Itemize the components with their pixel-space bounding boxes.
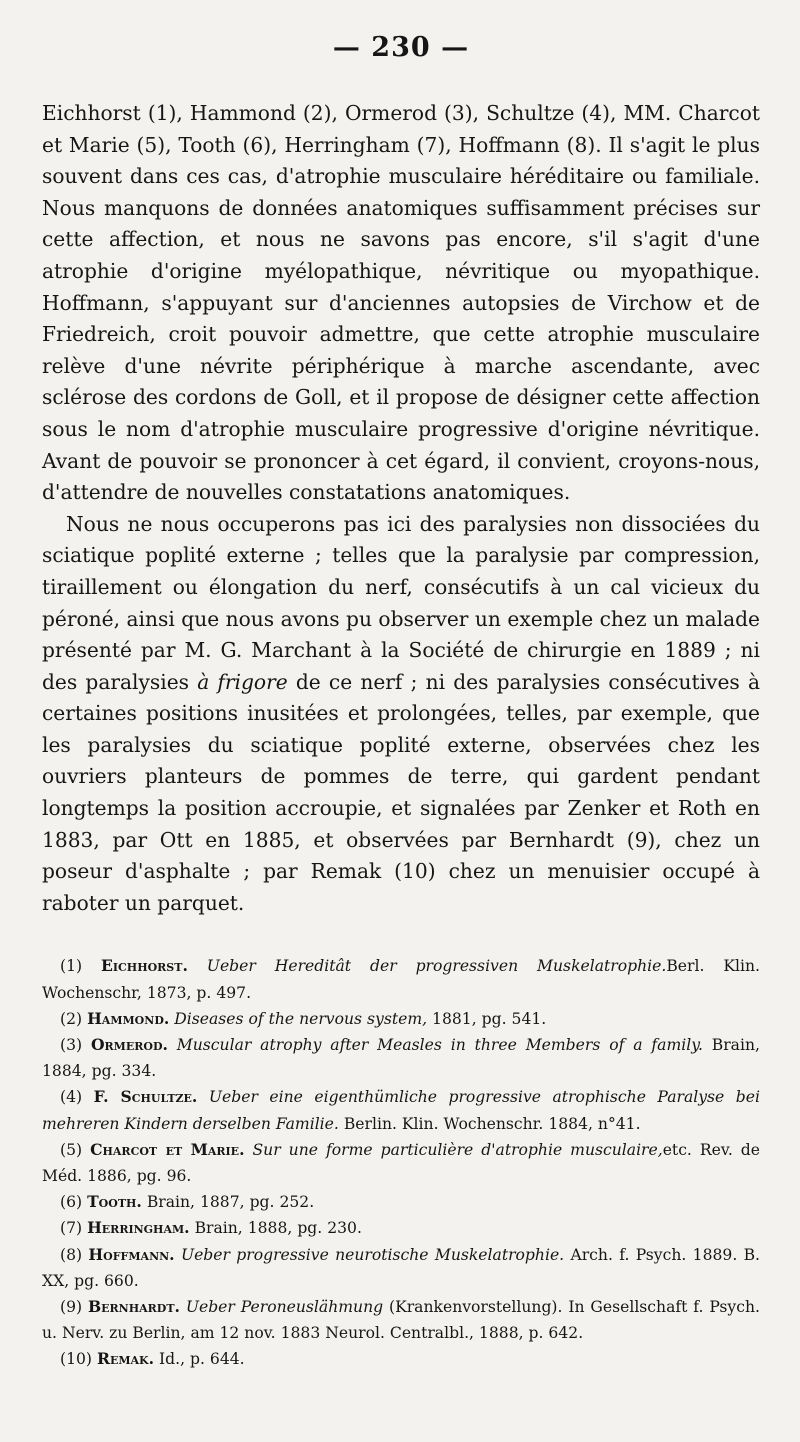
paragraph-text: Nous ne nous occuperons pas ici des paralysies non dissociées du sciatique poplité externe ; telles que la paralysie par compression, tiraillement ou élongation du nerf, consécutifs à un cal vicieux du péroné, ainsi que nous avons pu observer un exemple chez un malade présenté par M. G. Marchant à la Société de chirurgie en 1889 ; ni des paralysies bbox=[42, 511, 760, 694]
footnote-number: (6) bbox=[60, 1193, 83, 1212]
footnote-title: Ueber Peroneuslähmung bbox=[185, 1298, 384, 1317]
italic-phrase: à frigore bbox=[197, 669, 288, 694]
paragraph-text: Eichhorst (1), Hammond (2), Ormerod (3), Schultze (4), MM. Charcot et Marie (5), Tooth (6), Herringham (7), Hoffmann (8). Il s'agit le plus souvent dans ces cas, d'atrophie musculaire héréditaire ou familiale. Nous manquons de données anatomiques suffisamment précises sur cette affection, et nous ne savons pas encore, s'il s'agit d'une atrophie d'origine myélopathique, névritique ou myopathique. Hoffmann, s'appuyant sur d'anciennes autopsies de Virchow et de Friedreich, croit pouvoir admettre, que cette atrophie musculaire relève d'une névrite périphérique à marche ascendante, avec sclérose des cordons de Goll, et il propose de désigner cette affection sous le nom d'atrophie musculaire progressive d'origine névritique. Avant de pouvoir se prononcer à cet égard, il convient, croyons-nous, d'attendre de nouvelles constatations anatomiques. bbox=[42, 101, 760, 505]
footnote bbox=[42, 953, 760, 1005]
footnote bbox=[42, 1242, 760, 1294]
footnote-author: F. Schultze. bbox=[93, 1087, 198, 1107]
footnote-source: Arch. f. Psych. 1889. B. XX, pg. 660. bbox=[42, 1245, 761, 1290]
footnote bbox=[42, 1215, 760, 1241]
footnotes bbox=[42, 953, 760, 1372]
footnote-source: Id., p. 644. bbox=[159, 1350, 245, 1369]
footnote-author: Tooth. bbox=[87, 1192, 142, 1212]
footnote bbox=[42, 1006, 760, 1032]
footnote-number: (1) bbox=[60, 957, 83, 976]
footnote bbox=[42, 1032, 760, 1084]
page-number: — 230 — bbox=[332, 32, 470, 63]
footnote bbox=[42, 1189, 760, 1215]
footnote-author: Hoffmann. bbox=[88, 1244, 175, 1264]
footnote-title: Sur une forme particulière d'atrophie musculaire, bbox=[252, 1140, 663, 1159]
footnote-number: (4) bbox=[60, 1088, 83, 1107]
footnote-title: Diseases of the nervous system, bbox=[174, 1009, 428, 1028]
footnote-source: Berlin. Klin. Wochenschr. 1884, n°41. bbox=[343, 1114, 641, 1133]
footnote-source: Brain, 1887, pg. 252. bbox=[146, 1193, 315, 1212]
footnote-source: etc. Rev. de Méd. 1886, pg. 96. bbox=[42, 1140, 760, 1186]
footnote-title: Ueber eine eigenthümliche progressive atrophische Paralyse bei mehreren Kindern derselben Familie. bbox=[42, 1088, 760, 1133]
footnote-source: Berl. Klin. Wochenschr, 1873, p. 497. bbox=[42, 957, 760, 1002]
footnote-author: Remak. bbox=[96, 1349, 155, 1369]
footnote bbox=[42, 1137, 760, 1189]
footnote-author: Herringham. bbox=[87, 1218, 190, 1238]
paragraph bbox=[42, 509, 760, 920]
footnote bbox=[42, 1346, 760, 1372]
footnote-author: Bernhardt. bbox=[87, 1297, 180, 1317]
footnote-number: (8) bbox=[60, 1245, 83, 1264]
footnote-author: Hammond. bbox=[87, 1008, 170, 1028]
footnote-source: Brain, 1888, pg. 230. bbox=[194, 1219, 362, 1238]
footnote-title: Muscular atrophy after Measles in three Members of a family. bbox=[176, 1036, 703, 1055]
footnote-number: (7) bbox=[60, 1219, 83, 1238]
paragraph bbox=[42, 98, 760, 509]
footnote bbox=[42, 1084, 760, 1136]
footnote-number: (2) bbox=[60, 1009, 83, 1028]
footnote-number: (3) bbox=[60, 1036, 83, 1055]
footnote bbox=[42, 1294, 760, 1346]
footnote-number: (10) bbox=[60, 1350, 93, 1369]
footnote-number: (5) bbox=[60, 1140, 83, 1159]
paragraph-text: de ce nerf ; ni des paralysies consécutives à certaines positions inusitées et prolongées, telles, par exemple, que les paralysies du sciatique poplité externe, observées chez les ouvriers planteurs de pommes de terre, qui gardent pendant longtemps la position accroupie, et signalées par Zenker et Roth en 1883, par Ott en 1885, et observées par Bernhardt (9), chez un poseur d'asphalte ; par Remak (10) chez un menuisier occupé à raboter un parquet. bbox=[42, 669, 760, 915]
footnote-source: 1881, pg. 541. bbox=[432, 1009, 547, 1028]
footnote-author: Eichhorst. bbox=[101, 956, 188, 976]
footnote-author: Charcot et Marie. bbox=[90, 1139, 245, 1159]
footnote-source: (Krankenvorstellung). In Gesellschaft f. Psych. u. Nerv. zu Berlin, am 12 nov. 1883 Neurol. Centralbl., 1888, p. 642. bbox=[42, 1298, 760, 1343]
footnote-title: Ueber progressive neurotische Muskelatrophie. bbox=[180, 1245, 565, 1264]
footnote-number: (9) bbox=[60, 1298, 83, 1317]
body-text bbox=[42, 98, 760, 919]
footnote-title: Ueber Hereditât der progressiven Muskelatrophie. bbox=[206, 957, 667, 976]
footnote-author: Ormerod. bbox=[90, 1035, 168, 1055]
footnote-source: Brain, 1884, pg. 334. bbox=[42, 1036, 760, 1081]
